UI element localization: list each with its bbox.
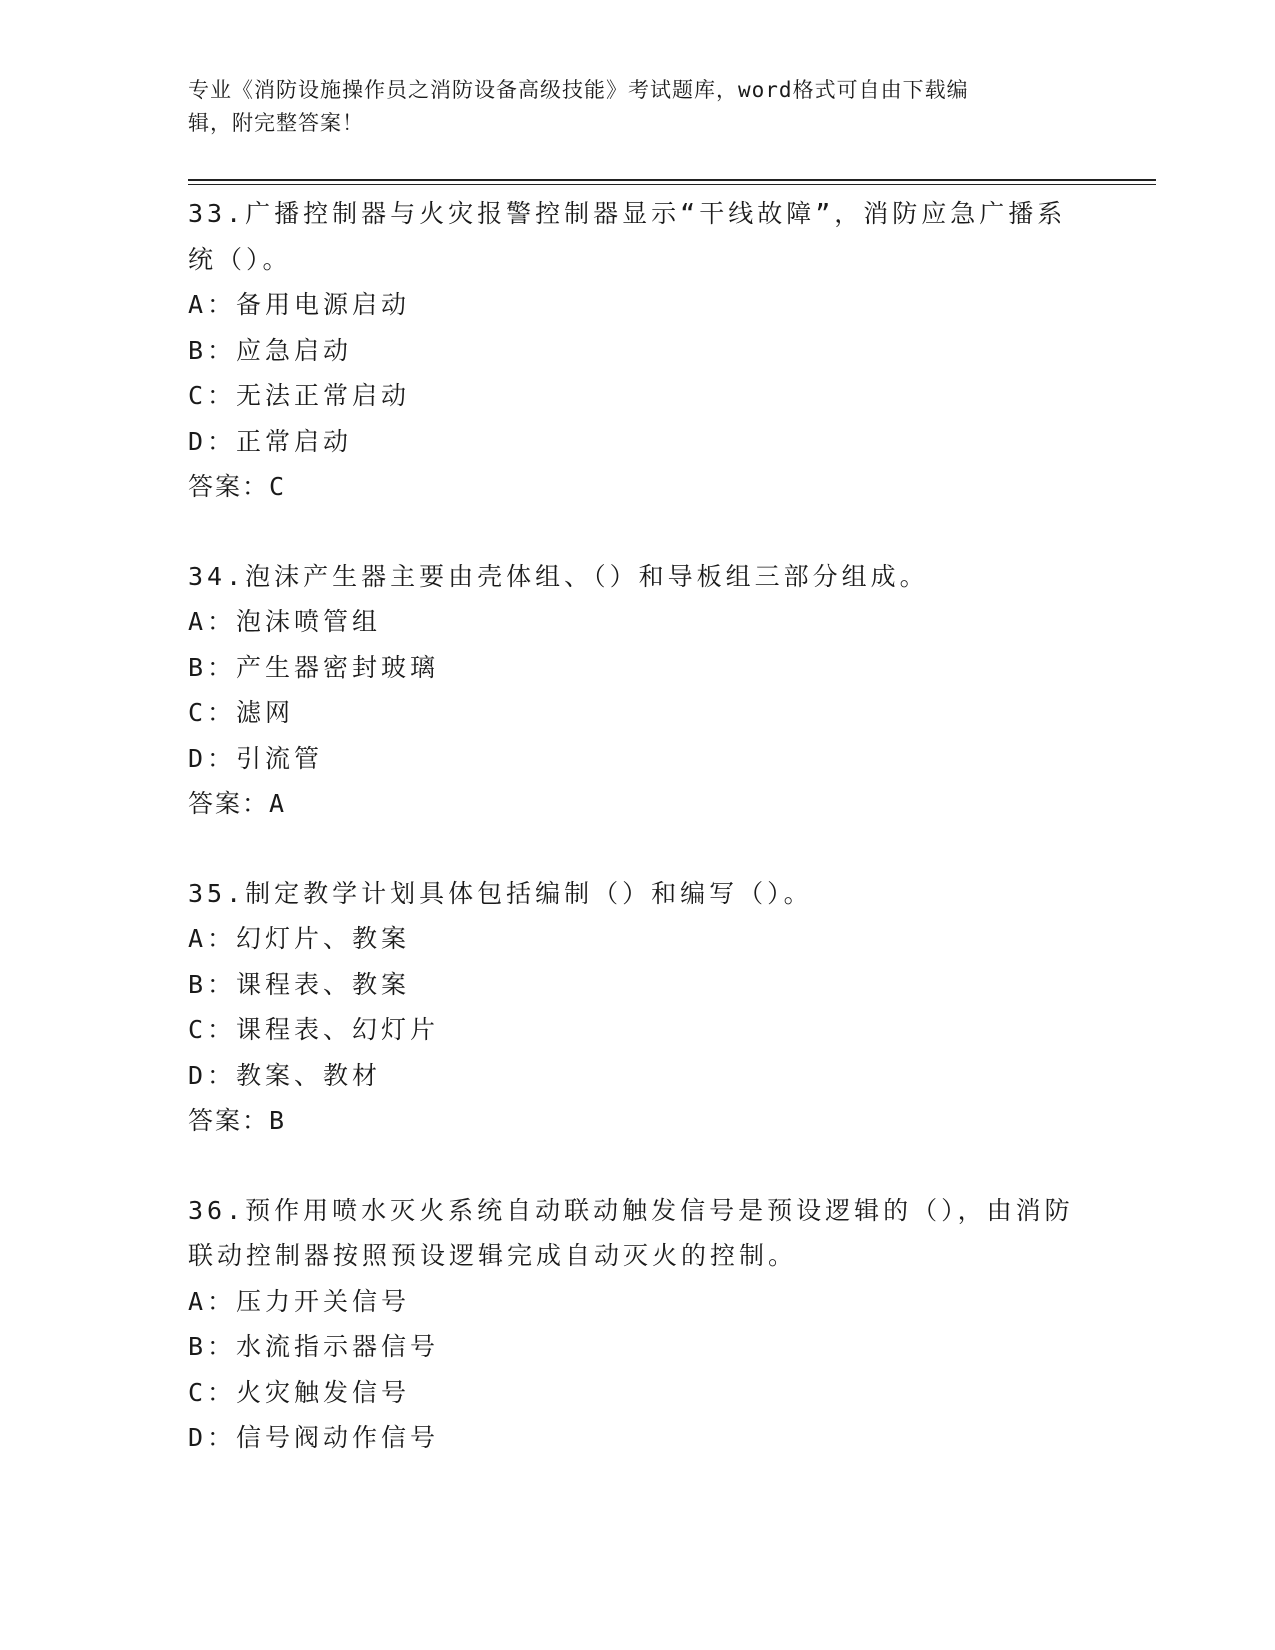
answer-line [188, 1098, 1088, 1144]
option-c: C：课程表、幻灯片 [188, 1015, 440, 1044]
option-b: B：应急启动 [188, 335, 353, 365]
option-d: D：教案、教材 [188, 1060, 382, 1090]
option-d: D：正常启动 [188, 426, 353, 456]
header-line-2: 辑，附完整答案！ [188, 111, 364, 135]
option-c: C：滤网 [188, 698, 295, 727]
answer-line [188, 781, 1088, 827]
answer-line [188, 464, 1088, 510]
document-header [188, 74, 1088, 140]
option-d: D：引流管 [188, 743, 324, 773]
option-b: B：课程表、教案 [188, 969, 411, 999]
option-b: B：水流指示器信号 [188, 1332, 440, 1361]
question-text: 35.制定教学计划具体包括编制（）和编写（）。 [188, 878, 813, 908]
answer-label: 答案： [188, 472, 270, 501]
option-a: A：泡沫喷管组 [188, 607, 382, 636]
option-d: D：信号阀动作信号 [188, 1423, 440, 1452]
question-text: 36.预作用喷水灭火系统自动联动触发信号是预设逻辑的（），由消防联动控制器按照预设逻辑完成自动灭火的控制。 [188, 1195, 1074, 1270]
answer-value: B [269, 1106, 285, 1135]
option-a: A：备用电源启动 [188, 290, 411, 319]
header-line-1: 专业《消防设施操作员之消防设备高级技能》考试题库，word格式可自由下载编 [188, 78, 969, 102]
option-b: B：产生器密封玻璃 [188, 652, 440, 682]
question-36 [188, 1188, 1088, 1461]
header-divider [188, 179, 1156, 185]
question-34 [188, 554, 1088, 827]
question-text: 34.泡沫产生器主要由壳体组、（）和导板组三部分组成。 [188, 561, 929, 591]
question-35 [188, 871, 1088, 1144]
question-list [188, 191, 1088, 1505]
question-text: 33.广播控制器与火灾报警控制器显示“干线故障”，消防应急广播系统（）。 [188, 199, 1067, 274]
answer-label: 答案： [188, 789, 270, 818]
option-c: C：无法正常启动 [188, 381, 411, 410]
answer-value: A [269, 789, 285, 818]
option-a: A：压力开关信号 [188, 1286, 411, 1316]
question-33 [188, 191, 1088, 510]
option-a: A：幻灯片、教案 [188, 924, 411, 953]
answer-label: 答案： [188, 1106, 270, 1135]
option-c: C：火灾触发信号 [188, 1377, 411, 1407]
answer-value: C [269, 472, 285, 501]
